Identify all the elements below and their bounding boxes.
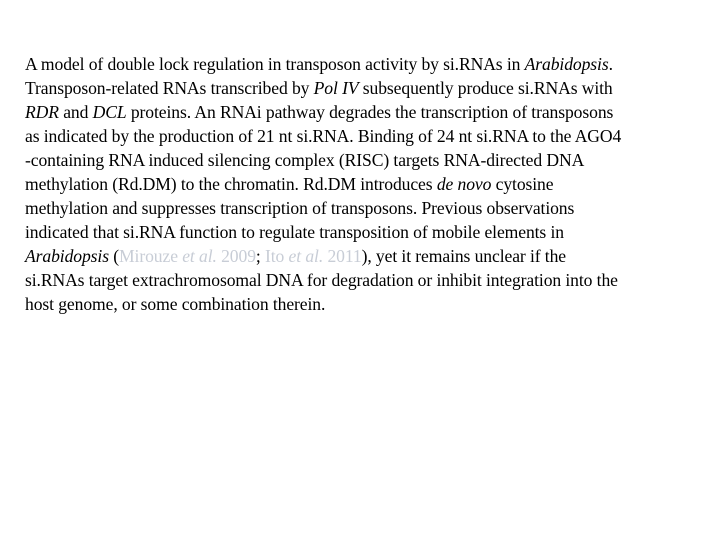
- citation-author: Mirouze: [119, 246, 183, 266]
- caption-line-9: [25, 244, 715, 268]
- caption-text: .: [608, 54, 613, 74]
- caption-line-1: [25, 52, 715, 76]
- figure-caption: [25, 52, 715, 316]
- caption-line-11: host genome, or some combination therein.: [25, 294, 326, 314]
- caption-line-4: as indicated by the production of 21 nt si.RNA. Binding of 24 nt si.RNA to the AGO4: [25, 126, 622, 146]
- gene-name: DCL: [92, 102, 127, 122]
- caption-text: cytosine: [491, 174, 554, 194]
- caption-line-7: methylation and suppresses transcription of transposons. Previous observations: [25, 198, 575, 218]
- citation-etal: et al.: [182, 246, 217, 266]
- gene-name: Pol IV: [313, 78, 359, 98]
- caption-text: (: [108, 246, 120, 266]
- species-name: Arabidopsis: [25, 246, 109, 266]
- citation-year: 2009: [216, 246, 256, 266]
- species-name: Arabidopsis: [524, 54, 609, 74]
- caption-text: ), yet it remains unclear if the: [361, 246, 566, 266]
- caption-text: and: [58, 102, 93, 122]
- caption-line-10: si.RNAs target extrachromosomal DNA for degradation or inhibit integration into the: [25, 270, 618, 290]
- caption-text: subsequently produce si.RNAs with: [358, 78, 613, 98]
- caption-line-3: [25, 100, 715, 124]
- citation-year: 2011: [323, 246, 362, 266]
- caption-text: ;: [255, 246, 265, 266]
- gene-name: RDR: [25, 102, 59, 122]
- caption-line-2: [25, 76, 715, 100]
- caption-line-6: [25, 172, 715, 196]
- caption-text: methylation (Rd.DM) to the chromatin. Rd.DM introduces: [25, 174, 437, 194]
- caption-line-5: -containing RNA induced silencing complex (RISC) targets RNA-directed DNA: [25, 150, 585, 170]
- caption-text: Transposon-related RNAs transcribed by: [25, 78, 314, 98]
- citation-link-mirouze-2009[interactable]: [119, 246, 256, 266]
- caption-text: proteins. An RNAi pathway degrades the transcription of transposons: [126, 102, 614, 122]
- citation-link-ito-2011[interactable]: [265, 246, 362, 266]
- caption-text: A model of double lock regulation in transposon activity by si.RNAs in: [25, 54, 525, 74]
- citation-etal: et al.: [288, 246, 324, 266]
- latin-term: de novo: [436, 174, 492, 194]
- citation-author: Ito: [265, 246, 289, 266]
- caption-line-8: indicated that si.RNA function to regulate transposition of mobile elements in: [25, 222, 564, 242]
